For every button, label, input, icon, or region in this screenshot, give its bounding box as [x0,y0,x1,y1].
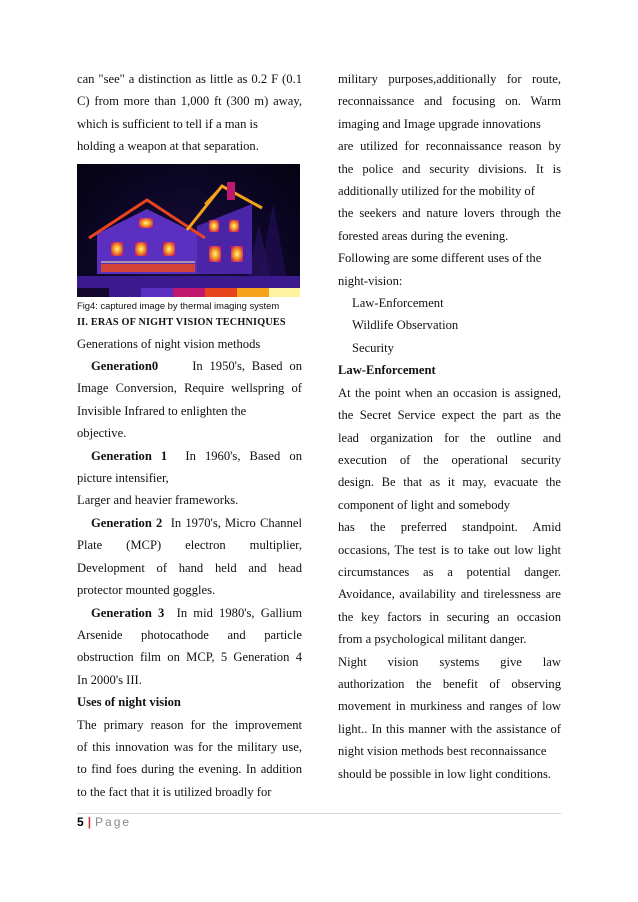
list-item: Security [352,340,394,355]
gen1-label: Generation 1 [91,448,168,463]
gen3-line: Arsenide photocathode and particle [77,627,302,642]
uses-line: to find foes during the evening. In addition [77,762,302,777]
gen1-line: Larger and heavier frameworks. [77,493,239,508]
law-line: occasions, The test is to take out low light [338,542,561,557]
gen2-line [77,512,302,534]
night-line: Night vision systems give law [338,654,561,669]
intro-line: can "see" a distinction as little as 0.2 F (0.1 [77,72,302,86]
law-line: At the point when an occasion is assigned, [338,385,561,400]
gen1-line: picture intensifier, [77,471,169,486]
list-item: Wildlife Observation [352,318,459,333]
intro-line: which is sufficient to tell if a man is [77,116,258,131]
footer-divider [77,813,561,814]
left-column [77,68,302,803]
intro-line: C) from more than 1,000 ft (300 m) away, [77,94,302,109]
law-line: Avoidance, availability and tirelessness are [338,587,561,602]
section-intro: Generations of night vision methods [77,336,261,351]
para-line: Following are some different uses of the [338,251,542,266]
gen2-line: Development of hand held and head [77,560,302,575]
uses-line: of this innovation was for the military use, [77,739,302,754]
law-heading: Law-Enforcement [338,363,436,378]
gen0-text: In 1950's, Based on [192,359,302,374]
gen0-line: Invisible Infrared to enlighten the [77,403,247,418]
night-line: light.. In this manner with the assistance of [338,721,561,736]
night-line: movement in murkiness and ranges of low [338,699,561,714]
law-line: has the preferred standpoint. Amid [338,520,561,535]
law-line: the key factors in securing an occasion [338,609,561,624]
gen0-line [77,355,302,377]
gen0-label: Generation0 [91,359,159,374]
para-line: imaging and Image upgrade innovations [338,116,541,131]
gen2-line: protector mounted goggles. [77,583,216,598]
para-line: additionally utilized for the mobility of [338,184,535,199]
page-number: 5 [77,815,84,829]
gen3-label: Generation 3 [91,605,165,620]
list-item: Law-Enforcement [352,296,444,311]
intro-line: holding a weapon at that separation. [77,139,259,154]
para-line: are utilized for reconnaissance reason by [338,139,561,154]
para-line: forested areas during the evening. [338,228,509,243]
gen1-line [77,445,302,467]
para-line: the seekers and nature lovers through the [338,206,561,221]
law-line: execution of the operational security [338,452,561,467]
para-line: military purposes,additionally for route, [338,72,561,86]
gen3-text: In mid 1980's, Gallium [176,605,303,620]
gen0-line: objective. [77,426,127,441]
gen3-line [77,602,302,624]
uses-line: to the fact that it is utilized broadly for [77,784,272,799]
page-footer [77,815,131,829]
para-line: reconnaissance and focusing on. Warm [338,94,561,109]
law-line: from a psychological militant danger. [338,632,527,647]
footer-separator: | [87,815,92,829]
uses-line: The primary reason for the improvement [77,717,302,732]
thermal-image [77,164,300,297]
figure-caption: Fig4: captured image by thermal imaging system [77,299,280,311]
page-word: Page [95,815,132,829]
night-line: night vision methods best reconnaissance [338,744,547,759]
gen1-text: In 1960's, Based on [185,448,302,463]
gen2-text: In 1970's, Micro Channel [170,515,302,530]
law-line: lead organization for the outline and [338,430,561,445]
law-line: the Secret Service expect the part as the [338,408,561,423]
section-heading: II. ERAS OF NIGHT VISION TECHNIQUES [77,316,286,328]
gen3-line: In 2000's III. [77,672,142,687]
gen2-line: Plate (MCP) electron multiplier, [77,538,302,553]
law-line: circumstances as a potential danger. [338,564,561,579]
gen0-line: Image Conversion, Require wellspring of [77,381,302,396]
para-line: the police and security divisions. It is [338,161,561,176]
night-line: authorization the benefit of observing [338,676,561,691]
gen2-label: Generation 2 [91,515,163,530]
gen3-line: obstruction film on MCP, 5 Generation 4 [77,650,302,665]
night-line: should be possible in low light conditions. [338,766,552,781]
right-column [338,68,561,785]
para-line: night-vision: [338,273,403,288]
law-line: component of light and somebody [338,497,511,512]
uses-heading: Uses of night vision [77,695,181,710]
law-line: design. Be that as it may, evacuate the [338,475,561,490]
